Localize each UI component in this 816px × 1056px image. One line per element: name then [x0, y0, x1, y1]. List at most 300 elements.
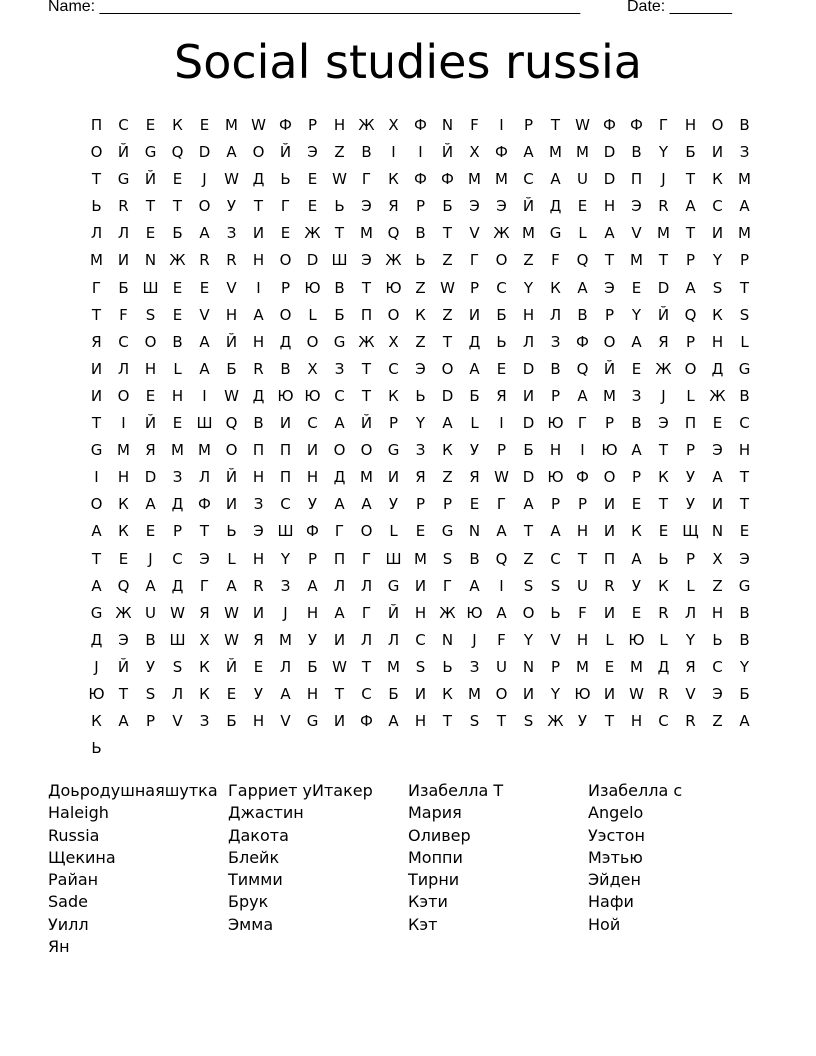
grid-letter: Е — [307, 170, 318, 189]
grid-letter: Э — [361, 197, 372, 216]
grid-letter: Т — [604, 712, 615, 731]
grid-letter: Ш — [142, 278, 159, 297]
grid-letter: А — [631, 549, 642, 568]
grid-letter: Л — [360, 630, 373, 649]
grid-letter: И — [279, 414, 292, 433]
grid-letter: У — [307, 630, 318, 649]
grid-letter: Т — [91, 305, 102, 324]
grid-letter: Я — [658, 332, 669, 351]
grid-letter: Т — [604, 251, 615, 270]
grid-letter: Х — [388, 116, 399, 134]
grid-letter: Щ — [682, 522, 699, 541]
grid-letter: З — [226, 224, 237, 243]
grid-letter: Q — [495, 549, 508, 568]
grid-letter: П — [630, 170, 643, 189]
grid-letter: Y — [712, 251, 723, 270]
grid-letter: А — [604, 224, 615, 243]
word-list-item: Кэти — [408, 892, 448, 912]
grid-letter: Т — [91, 170, 102, 189]
grid-letter: Я — [145, 441, 156, 460]
grid-letter: Y — [739, 657, 750, 676]
grid-letter: А — [685, 278, 696, 297]
grid-letter: О — [360, 522, 373, 541]
word-list-item: Оливер — [408, 825, 471, 845]
grid-letter: G — [441, 522, 454, 541]
grid-letter: І — [499, 576, 504, 595]
word-list-item: Angelo — [588, 803, 644, 823]
grid-letter: И — [603, 522, 616, 541]
grid-letter: А — [496, 603, 507, 622]
grid-letter: О — [90, 495, 103, 514]
grid-letter: V — [685, 684, 696, 703]
grid-letter: Р — [145, 712, 156, 731]
grid-letter: Д — [252, 386, 265, 405]
grid-letter: В — [253, 414, 264, 433]
word-list-column — [228, 780, 408, 958]
grid-letter: Ж — [358, 116, 375, 134]
grid-letter: О — [279, 305, 292, 324]
grid-letter: С — [550, 549, 561, 568]
grid-letter: І — [580, 441, 585, 460]
grid-letter: И — [711, 495, 724, 514]
grid-letter: Й — [522, 197, 535, 216]
grid-letter: R — [253, 576, 264, 595]
grid-letter: Ф — [360, 712, 373, 731]
grid-letter: У — [577, 712, 588, 731]
grid-letter: С — [118, 116, 129, 134]
grid-letter: М — [117, 441, 130, 460]
grid-letter: М — [738, 224, 751, 243]
grid-letter: І — [499, 414, 504, 433]
grid-letter: Н — [144, 359, 157, 378]
grid-letter: W — [332, 657, 347, 676]
grid-letter: М — [468, 170, 481, 189]
grid-letter: В — [415, 224, 426, 243]
grid-letter: Й — [225, 468, 238, 487]
grid-letter: М — [630, 251, 643, 270]
grid-letter: О — [441, 359, 454, 378]
grid-letter: S — [415, 657, 426, 676]
grid-letter: У — [253, 684, 264, 703]
grid-letter: Н — [306, 468, 319, 487]
grid-letter: Э — [712, 684, 723, 703]
grid-letter: V — [226, 278, 237, 297]
grid-letter: И — [603, 684, 616, 703]
grid-letter: В — [334, 278, 345, 297]
grid-letter: Э — [712, 441, 723, 460]
grid-letter: У — [685, 468, 696, 487]
grid-letter: А — [307, 576, 318, 595]
grid-letter: Ь — [334, 197, 345, 216]
grid-letter: Ю — [385, 278, 402, 297]
grid-letter: Р — [685, 332, 696, 351]
grid-letter: Э — [307, 143, 318, 162]
grid-letter: В — [469, 549, 480, 568]
grid-letter: М — [576, 143, 589, 162]
grid-letter: Е — [469, 495, 480, 514]
grid-letter: G — [387, 576, 400, 595]
grid-letter: Е — [739, 522, 750, 541]
grid-letter: Q — [117, 576, 130, 595]
grid-letter: І — [418, 143, 423, 162]
grid-letter: К — [550, 278, 561, 297]
grid-letter: К — [658, 576, 669, 595]
grid-letter: А — [550, 522, 561, 541]
grid-letter: U — [496, 657, 507, 676]
grid-letter: J — [148, 549, 153, 568]
grid-letter: Й — [441, 143, 454, 162]
word-list-item: Уилл — [48, 914, 89, 934]
grid-letter: D — [198, 143, 211, 162]
grid-letter: Q — [576, 359, 589, 378]
grid-letter: З — [550, 332, 561, 351]
grid-letter: Р — [523, 116, 534, 134]
grid-letter: Z — [415, 332, 426, 351]
grid-letter: Й — [360, 414, 373, 433]
grid-letter: Л — [279, 657, 292, 676]
grid-letter: П — [279, 468, 292, 487]
grid-letter: А — [361, 495, 372, 514]
grid-letter: J — [661, 170, 666, 189]
grid-letter: У — [226, 197, 237, 216]
grid-letter: Т — [523, 522, 534, 541]
grid-letter: L — [470, 414, 479, 433]
grid-letter: Ж — [358, 332, 375, 351]
grid-letter: А — [712, 468, 723, 487]
grid-letter: О — [495, 251, 508, 270]
grid-letter: В — [739, 630, 750, 649]
grid-letter: А — [577, 386, 588, 405]
grid-letter: G — [117, 170, 130, 189]
grid-letter: С — [658, 712, 669, 731]
grid-letter: Е — [577, 197, 588, 216]
grid-letter: И — [468, 305, 481, 324]
grid-letter: R — [118, 197, 129, 216]
grid-letter: W — [224, 386, 239, 405]
grid-letter: G — [90, 603, 103, 622]
grid-letter: П — [333, 549, 346, 568]
grid-letter: G — [333, 332, 346, 351]
grid-letter: Л — [198, 468, 211, 487]
grid-letter: Н — [171, 386, 184, 405]
grid-letter: І — [499, 116, 504, 134]
grid-letter: Е — [226, 684, 237, 703]
grid-letter: К — [631, 522, 642, 541]
grid-letter: И — [117, 251, 130, 270]
grid-letter: Т — [253, 197, 264, 216]
grid-letter: Э — [415, 359, 426, 378]
grid-letter: А — [631, 441, 642, 460]
grid-letter: В — [739, 386, 750, 405]
grid-letter: Ш — [277, 522, 294, 541]
grid-letter: Н — [576, 630, 589, 649]
grid-letter: М — [576, 657, 589, 676]
word-list-item: Sade — [48, 892, 88, 912]
grid-letter: D — [657, 278, 670, 297]
grid-letter: Ь — [496, 332, 507, 351]
grid-letter: L — [605, 630, 614, 649]
grid-letter: D — [522, 468, 535, 487]
grid-letter: Y — [523, 630, 534, 649]
grid-letter: Ь — [712, 630, 723, 649]
grid-letter: У — [388, 495, 399, 514]
word-list-item: Изабелла Т — [408, 781, 504, 800]
grid-letter: Ж — [385, 251, 402, 270]
grid-letter: Е — [496, 359, 507, 378]
grid-letter: О — [333, 441, 346, 460]
grid-letter: Ю — [547, 414, 564, 433]
grid-letter: Э — [658, 414, 669, 433]
grid-letter: L — [308, 305, 317, 324]
grid-letter: Ь — [91, 739, 102, 758]
grid-letter: Т — [442, 224, 453, 243]
grid-letter: М — [414, 549, 427, 568]
grid-letter: І — [121, 414, 126, 433]
grid-letter: Y — [280, 549, 291, 568]
grid-letter: L — [686, 576, 695, 595]
grid-letter: Х — [388, 332, 399, 351]
grid-letter: Т — [658, 441, 669, 460]
grid-letter: G — [90, 441, 103, 460]
grid-letter: И — [414, 576, 427, 595]
grid-letter: Ш — [331, 251, 348, 270]
grid-letter: V — [469, 224, 480, 243]
grid-letter: S — [739, 305, 750, 324]
grid-letter: М — [522, 224, 535, 243]
word-list-item: Ян — [48, 937, 70, 957]
grid-letter: V — [631, 224, 642, 243]
grid-letter: С — [280, 495, 291, 514]
grid-letter: Й — [279, 143, 292, 162]
grid-letter: О — [603, 468, 616, 487]
grid-letter: Е — [199, 116, 210, 134]
grid-letter: F — [119, 305, 128, 324]
grid-letter: О — [252, 143, 265, 162]
grid-letter: Ь — [91, 197, 102, 216]
grid-letter: Р — [172, 522, 183, 541]
grid-letter: А — [91, 576, 102, 595]
word-list-item: Джастин — [228, 803, 304, 823]
grid-letter: Б — [523, 441, 534, 460]
grid-letter: О — [144, 332, 157, 351]
grid-letter: Т — [361, 657, 372, 676]
grid-letter: Т — [577, 549, 588, 568]
word-list-item: Блейк — [228, 847, 280, 867]
grid-letter: Ш — [385, 549, 402, 568]
grid-letter: Г — [280, 197, 291, 216]
grid-letter: Ф — [279, 116, 292, 134]
grid-letter: С — [739, 414, 750, 433]
grid-letter: О — [387, 305, 400, 324]
grid-letter: F — [551, 251, 560, 270]
grid-letter: Ь — [226, 522, 237, 541]
word-list-item: Кэт — [408, 914, 438, 934]
grid-letter: Т — [658, 251, 669, 270]
grid-letter: Е — [145, 522, 156, 541]
grid-letter: К — [388, 386, 399, 405]
grid-letter: Т — [685, 170, 696, 189]
grid-letter: Я — [199, 603, 210, 622]
grid-letter: Ф — [495, 143, 508, 162]
grid-letter: Н — [252, 251, 265, 270]
grid-letter: Ж — [304, 224, 321, 243]
grid-letter: N — [144, 251, 157, 270]
grid-letter: А — [523, 495, 534, 514]
grid-letter: Й — [603, 359, 616, 378]
grid-letter: К — [415, 305, 426, 324]
grid-letter: М — [225, 116, 238, 134]
word-list-item: Russia — [48, 825, 100, 845]
grid-letter: Q — [576, 251, 589, 270]
grid-letter: Э — [631, 197, 642, 216]
grid-letter: А — [118, 712, 129, 731]
grid-letter: Z — [442, 468, 453, 487]
grid-letter: А — [199, 224, 210, 243]
grid-letter: Л — [522, 332, 535, 351]
grid-letter: Q — [225, 414, 238, 433]
grid-letter: З — [334, 359, 345, 378]
grid-letter: J — [94, 657, 99, 676]
grid-letter: К — [442, 684, 453, 703]
grid-letter: Т — [361, 278, 372, 297]
grid-letter: F — [578, 603, 587, 622]
grid-letter: В — [361, 143, 372, 162]
grid-letter: И — [306, 441, 319, 460]
grid-letter: А — [226, 143, 237, 162]
grid-letter: Д — [468, 332, 481, 351]
grid-letter: Г — [469, 251, 480, 270]
grid-letter: Ю — [574, 684, 591, 703]
grid-letter: К — [172, 116, 183, 134]
grid-letter: М — [549, 143, 562, 162]
grid-letter: О — [495, 684, 508, 703]
grid-letter: Н — [711, 332, 724, 351]
grid-letter: Т — [442, 712, 453, 731]
grid-letter: І — [202, 386, 207, 405]
grid-letter: И — [414, 684, 427, 703]
grid-letter: Ю — [304, 278, 321, 297]
grid-letter: Я — [685, 657, 696, 676]
grid-letter: П — [360, 305, 373, 324]
grid-letter: Е — [172, 170, 183, 189]
grid-letter: Й — [144, 170, 157, 189]
grid-letter: Р — [685, 441, 696, 460]
grid-letter: Р — [442, 495, 453, 514]
grid-letter: Б — [226, 712, 237, 731]
grid-letter: Т — [334, 684, 345, 703]
grid-letter: Т — [739, 468, 750, 487]
grid-letter: S — [523, 712, 534, 731]
grid-letter: Т — [442, 332, 453, 351]
grid-letter: D — [603, 170, 616, 189]
grid-letter: V — [550, 630, 561, 649]
grid-letter: Е — [631, 495, 642, 514]
grid-letter: В — [550, 359, 561, 378]
grid-letter: N — [441, 116, 454, 134]
grid-letter: Б — [469, 386, 480, 405]
grid-letter: R — [658, 684, 669, 703]
grid-letter: Х — [307, 359, 318, 378]
grid-letter: Н — [522, 305, 535, 324]
grid-letter: М — [90, 251, 103, 270]
grid-letter: Г — [91, 278, 102, 297]
grid-letter: А — [469, 359, 480, 378]
grid-letter: Z — [712, 712, 723, 731]
grid-letter: М — [630, 657, 643, 676]
grid-letter: Н — [306, 603, 319, 622]
grid-letter: П — [684, 414, 697, 433]
grid-letter: R — [199, 251, 210, 270]
grid-letter: И — [711, 143, 724, 162]
grid-letter: Р — [550, 657, 561, 676]
grid-letter: Р — [577, 495, 588, 514]
grid-letter: L — [173, 359, 182, 378]
grid-letter: Л — [117, 224, 130, 243]
grid-letter: Й — [144, 414, 157, 433]
grid-letter: J — [283, 603, 288, 622]
grid-letter: И — [333, 712, 346, 731]
grid-letter: R — [685, 712, 696, 731]
grid-letter: Т — [118, 684, 129, 703]
grid-letter: Z — [523, 251, 534, 270]
grid-letter: G — [387, 441, 400, 460]
grid-letter: Д — [279, 332, 292, 351]
word-list-item: Брук — [228, 892, 269, 912]
grid-letter: S — [442, 549, 453, 568]
grid-letter: Т — [145, 197, 156, 216]
grid-letter: К — [91, 712, 102, 731]
grid-letter: В — [739, 116, 750, 134]
grid-letter: А — [199, 332, 210, 351]
grid-letter: М — [171, 441, 184, 460]
grid-letter: З — [631, 386, 642, 405]
grid-letter: Г — [577, 414, 588, 433]
grid-letter: І — [256, 278, 261, 297]
grid-letter: К — [658, 468, 669, 487]
grid-letter: К — [199, 684, 210, 703]
grid-letter: Ж — [493, 224, 510, 243]
grid-letter: Б — [334, 305, 345, 324]
grid-letter: Ь — [442, 657, 453, 676]
grid-letter: Ж — [439, 603, 456, 622]
grid-letter: G — [738, 359, 751, 378]
grid-letter: Ж — [169, 251, 186, 270]
grid-letter: И — [522, 386, 535, 405]
grid-letter: Е — [415, 522, 426, 541]
grid-letter: Э — [361, 251, 372, 270]
grid-letter: П — [90, 116, 103, 134]
grid-letter: W — [224, 603, 239, 622]
grid-letter: С — [361, 684, 372, 703]
grid-letter: D — [306, 251, 319, 270]
page-title: Social studies russia — [174, 35, 642, 89]
grid-letter: К — [712, 170, 723, 189]
grid-letter: Ш — [169, 630, 186, 649]
grid-letter: Z — [415, 278, 426, 297]
grid-letter: Э — [604, 278, 615, 297]
grid-letter: D — [441, 386, 454, 405]
grid-letter: Т — [739, 495, 750, 514]
grid-letter: А — [280, 684, 291, 703]
word-list-column — [408, 780, 588, 958]
grid-letter: Е — [604, 657, 615, 676]
grid-letter: Ь — [415, 251, 426, 270]
grid-letter: Г — [361, 603, 372, 622]
grid-letter: W — [251, 116, 266, 134]
grid-letter: А — [739, 712, 750, 731]
grid-letter: Е — [145, 386, 156, 405]
grid-letter: З — [172, 468, 183, 487]
